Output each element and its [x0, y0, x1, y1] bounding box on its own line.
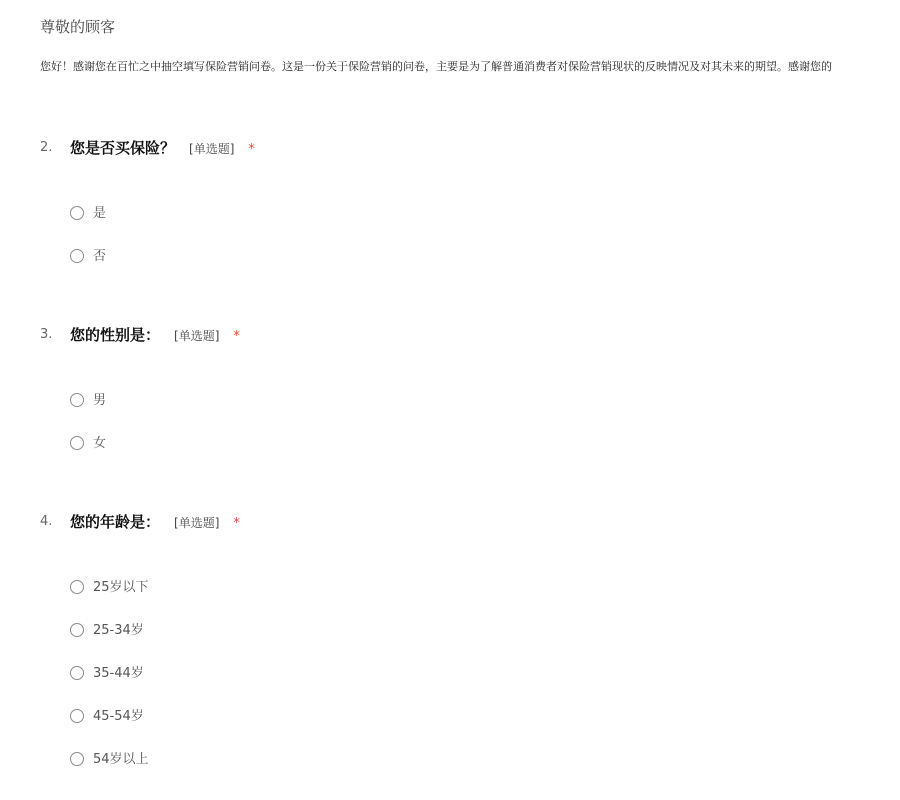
- option-yes[interactable]: [70, 206, 860, 249]
- question-header: [40, 323, 860, 347]
- required-asterisk: *: [248, 142, 255, 157]
- option-label: 男: [93, 393, 107, 408]
- question-type-label: [单选题]: [174, 329, 220, 343]
- option-label: 是: [93, 206, 107, 221]
- option-male[interactable]: [70, 393, 860, 436]
- option-age-under-25[interactable]: [70, 580, 860, 623]
- option-age-35-44[interactable]: [70, 666, 860, 709]
- question-title-text: 您的年龄是：: [70, 513, 161, 531]
- radio-button[interactable]: [70, 623, 84, 637]
- question-title-text: 您是否买保险？: [70, 139, 176, 157]
- option-no[interactable]: [70, 249, 860, 292]
- option-label: 25岁以下: [93, 580, 149, 595]
- survey-greeting: 尊敬的顾客: [40, 18, 116, 36]
- option-label: 45-54岁: [93, 709, 144, 724]
- options-group: [70, 206, 860, 292]
- option-label: 女: [93, 436, 107, 451]
- option-label: 否: [93, 249, 107, 264]
- question-number: 4.: [40, 514, 53, 529]
- question-2: [40, 136, 860, 292]
- question-4: [40, 510, 860, 795]
- radio-button[interactable]: [70, 709, 84, 723]
- question-header: [40, 136, 860, 160]
- survey-intro: 您好！感谢您在百忙之中抽空填写保险营销问卷。这是一份关于保险营销的问卷，主要是为了解普通消费者对保险营销现状的反映情况及对其未来的期望。感谢您的: [40, 60, 832, 73]
- question-3: [40, 323, 860, 479]
- question-header: [40, 510, 860, 534]
- option-label: 54岁以上: [93, 752, 149, 767]
- question-title: [70, 137, 255, 158]
- question-title: [70, 511, 240, 532]
- required-asterisk: *: [233, 329, 240, 344]
- options-group: [70, 393, 860, 479]
- question-type-label: [单选题]: [174, 516, 220, 530]
- option-label: 25-34岁: [93, 623, 144, 638]
- radio-button[interactable]: [70, 206, 84, 220]
- options-group: [70, 580, 860, 795]
- option-label: 35-44岁: [93, 666, 144, 681]
- question-title: [70, 324, 240, 345]
- question-title-text: 您的性别是：: [70, 326, 161, 344]
- option-age-25-34[interactable]: [70, 623, 860, 666]
- question-number: 3.: [40, 327, 53, 342]
- required-asterisk: *: [233, 516, 240, 531]
- radio-button[interactable]: [70, 752, 84, 766]
- question-type-label: [单选题]: [189, 142, 235, 156]
- question-number: 2.: [40, 140, 53, 155]
- radio-button[interactable]: [70, 436, 84, 450]
- option-female[interactable]: [70, 436, 860, 479]
- option-age-over-54[interactable]: [70, 752, 860, 795]
- radio-button[interactable]: [70, 666, 84, 680]
- radio-button[interactable]: [70, 580, 84, 594]
- radio-button[interactable]: [70, 393, 84, 407]
- radio-button[interactable]: [70, 249, 84, 263]
- option-age-45-54[interactable]: [70, 709, 860, 752]
